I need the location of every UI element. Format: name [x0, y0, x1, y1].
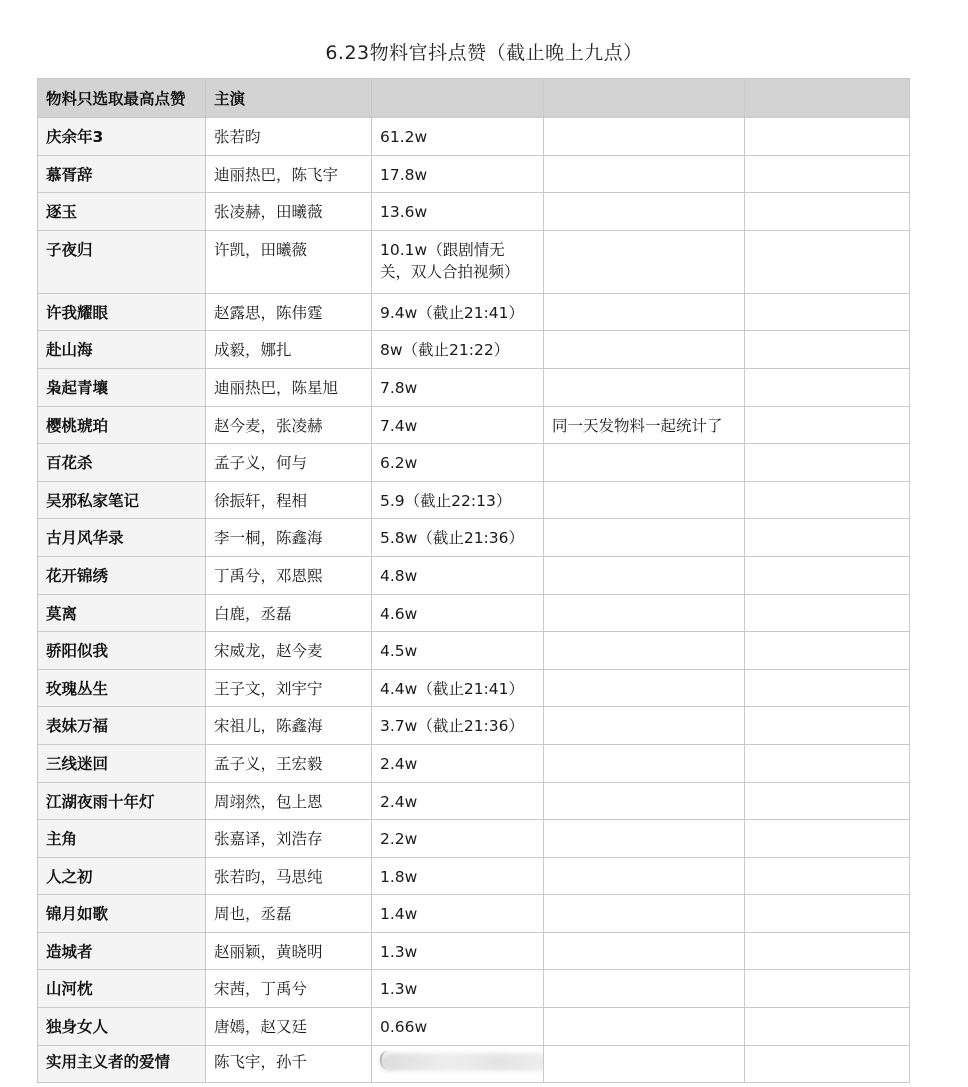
- note-cell: [544, 669, 745, 707]
- note-cell: [544, 481, 745, 519]
- drama-cell: 主角: [38, 820, 206, 858]
- drama-cell: 造城者: [38, 932, 206, 970]
- empty-cell: [745, 895, 910, 933]
- empty-cell: [745, 293, 910, 331]
- cast-cell: 张若昀，马思纯: [206, 857, 372, 895]
- likes-table: [37, 78, 910, 1083]
- drama-cell: 百花杀: [38, 444, 206, 482]
- likes-cell: 2.4w: [372, 744, 544, 782]
- cast-cell: 迪丽热巴，陈飞宇: [206, 155, 372, 193]
- cast-cell: 迪丽热巴，陈星旭: [206, 368, 372, 406]
- cast-cell: 成毅，娜扎: [206, 331, 372, 369]
- note-cell: [544, 932, 745, 970]
- empty-cell: [745, 556, 910, 594]
- table-row: [38, 970, 910, 1008]
- table-row: [38, 444, 910, 482]
- page-title: 6.23物料官抖点赞（截止晚上九点）: [325, 42, 643, 64]
- drama-cell: 锦月如歌: [38, 895, 206, 933]
- cast-cell: 张凌赫，田曦薇: [206, 193, 372, 231]
- cast-cell: 白鹿，丞磊: [206, 594, 372, 632]
- table-row: [38, 820, 910, 858]
- note-cell: [544, 444, 745, 482]
- cast-cell: 许凯，田曦薇: [206, 230, 372, 293]
- drama-cell: 三线迷回: [38, 744, 206, 782]
- drama-cell: 骄阳似我: [38, 632, 206, 670]
- likes-cell: 13.6w: [372, 193, 544, 231]
- likes-cell: 10.1w（跟剧情无关，双人合拍视频）: [372, 230, 544, 293]
- note-cell: [544, 970, 745, 1008]
- cast-cell: 孟子义，何与: [206, 444, 372, 482]
- drama-cell: 逐玉: [38, 193, 206, 231]
- empty-cell: [745, 1045, 910, 1083]
- likes-cell: 1.3w: [372, 932, 544, 970]
- drama-cell: 樱桃琥珀: [38, 406, 206, 444]
- likes-cell: 1.8w: [372, 857, 544, 895]
- table-row: [38, 556, 910, 594]
- cast-cell: 徐振轩，程相: [206, 481, 372, 519]
- note-cell: [544, 857, 745, 895]
- drama-cell: 人之初: [38, 857, 206, 895]
- table-row: [38, 669, 910, 707]
- cast-cell: 周翊然，包上恩: [206, 782, 372, 820]
- empty-cell: [745, 193, 910, 231]
- note-cell: [544, 782, 745, 820]
- table-row: [38, 230, 910, 293]
- empty-cell: [745, 406, 910, 444]
- cast-cell: 赵丽颖，黄晓明: [206, 932, 372, 970]
- likes-cell: 4.8w: [372, 556, 544, 594]
- cast-cell: 周也，丞磊: [206, 895, 372, 933]
- note-cell: 同一天发物料一起统计了: [544, 406, 745, 444]
- table-row: [38, 1045, 910, 1083]
- likes-cell: 5.8w（截止21:36）: [372, 519, 544, 557]
- table-row: [38, 118, 910, 156]
- header-drama: 物料只选取最高点赞: [38, 79, 206, 118]
- cast-cell: 王子文，刘宇宁: [206, 669, 372, 707]
- note-cell: [544, 594, 745, 632]
- cast-cell: 宋茜，丁禹兮: [206, 970, 372, 1008]
- empty-cell: [745, 155, 910, 193]
- empty-cell: [745, 782, 910, 820]
- drama-cell: 莫离: [38, 594, 206, 632]
- table-row: [38, 193, 910, 231]
- table-row: [38, 895, 910, 933]
- cast-cell: 丁禹兮，邓恩熙: [206, 556, 372, 594]
- note-cell: [544, 895, 745, 933]
- table-row: [38, 519, 910, 557]
- drama-cell: 庆余年3: [38, 118, 206, 156]
- likes-cell: 17.8w: [372, 155, 544, 193]
- note-cell: [544, 230, 745, 293]
- empty-cell: [745, 118, 910, 156]
- cast-cell: 张嘉译，刘浩存: [206, 820, 372, 858]
- empty-cell: [745, 368, 910, 406]
- drama-cell: 子夜归: [38, 230, 206, 293]
- cast-cell: 李一桐，陈鑫海: [206, 519, 372, 557]
- empty-cell: [745, 669, 910, 707]
- empty-cell: [745, 857, 910, 895]
- table-row: [38, 932, 910, 970]
- table-row: [38, 782, 910, 820]
- blurred-watermark: [380, 1051, 544, 1073]
- empty-cell: [745, 820, 910, 858]
- table-row: [38, 707, 910, 745]
- likes-cell: 1.3w: [372, 970, 544, 1008]
- header-row: [38, 79, 910, 118]
- note-cell: [544, 744, 745, 782]
- cast-cell: 唐嫣，赵又廷: [206, 1008, 372, 1046]
- empty-cell: [745, 594, 910, 632]
- table-row: [38, 155, 910, 193]
- empty-cell: [745, 481, 910, 519]
- cast-cell: 张若昀: [206, 118, 372, 156]
- table-row: [38, 1008, 910, 1046]
- drama-cell: 独身女人: [38, 1008, 206, 1046]
- likes-cell: 5.9（截止22:13）: [372, 481, 544, 519]
- likes-cell: 4.5w: [372, 632, 544, 670]
- note-cell: [544, 519, 745, 557]
- note-cell: [544, 820, 745, 858]
- empty-cell: [745, 1008, 910, 1046]
- note-cell: [544, 118, 745, 156]
- cast-cell: 宋祖儿，陈鑫海: [206, 707, 372, 745]
- cast-cell: 宋威龙，赵今麦: [206, 632, 372, 670]
- likes-cell: 0.66w: [372, 1008, 544, 1046]
- empty-cell: [745, 970, 910, 1008]
- table-row: [38, 293, 910, 331]
- note-cell: [544, 193, 745, 231]
- empty-cell: [745, 444, 910, 482]
- drama-cell: 枭起青壤: [38, 368, 206, 406]
- likes-cell: 7.8w: [372, 368, 544, 406]
- drama-cell: 许我耀眼: [38, 293, 206, 331]
- note-cell: [544, 368, 745, 406]
- empty-cell: [745, 519, 910, 557]
- empty-cell: [745, 230, 910, 293]
- empty-cell: [745, 632, 910, 670]
- note-cell: [544, 1045, 745, 1083]
- header-note: [544, 79, 745, 118]
- note-cell: [544, 707, 745, 745]
- table-row: [38, 331, 910, 369]
- drama-cell: 实用主义者的爱情: [38, 1045, 206, 1083]
- likes-cell: 4.6w: [372, 594, 544, 632]
- header-extra: [745, 79, 910, 118]
- drama-cell: 山河枕: [38, 970, 206, 1008]
- drama-cell: 江湖夜雨十年灯: [38, 782, 206, 820]
- likes-cell: 1.4w: [372, 895, 544, 933]
- likes-cell: 2.2w: [372, 820, 544, 858]
- table-row: [38, 744, 910, 782]
- likes-cell: 2.4w: [372, 782, 544, 820]
- header-cast: 主演: [206, 79, 372, 118]
- cast-cell: 赵露思，陈伟霆: [206, 293, 372, 331]
- table-row: [38, 406, 910, 444]
- table-row: [38, 594, 910, 632]
- table-row: [38, 481, 910, 519]
- table-row: [38, 857, 910, 895]
- drama-cell: 吴邪私家笔记: [38, 481, 206, 519]
- drama-cell: 古月风华录: [38, 519, 206, 557]
- likes-cell: 3.7w（截止21:36）: [372, 707, 544, 745]
- likes-cell: 61.2w: [372, 118, 544, 156]
- cast-cell: 赵今麦，张凌赫: [206, 406, 372, 444]
- drama-cell: 赴山海: [38, 331, 206, 369]
- header-likes: [372, 79, 544, 118]
- likes-cell: 8w（截止21:22）: [372, 331, 544, 369]
- empty-cell: [745, 331, 910, 369]
- drama-cell: 花开锦绣: [38, 556, 206, 594]
- empty-cell: [745, 707, 910, 745]
- likes-cell: 7.4w: [372, 406, 544, 444]
- drama-cell: 玫瑰丛生: [38, 669, 206, 707]
- note-cell: [544, 155, 745, 193]
- watermark-blur: [380, 1053, 544, 1071]
- drama-cell: 表妹万福: [38, 707, 206, 745]
- note-cell: [544, 1008, 745, 1046]
- empty-cell: [745, 932, 910, 970]
- note-cell: [544, 632, 745, 670]
- likes-cell: [372, 1045, 544, 1083]
- likes-cell: 9.4w（截止21:41）: [372, 293, 544, 331]
- likes-cell: 4.4w（截止21:41）: [372, 669, 544, 707]
- table-row: [38, 368, 910, 406]
- note-cell: [544, 556, 745, 594]
- note-cell: [544, 331, 745, 369]
- cast-cell: 孟子义，王宏毅: [206, 744, 372, 782]
- cast-cell: 陈飞宇，孙千: [206, 1045, 372, 1083]
- drama-cell: 慕胥辞: [38, 155, 206, 193]
- likes-cell: 6.2w: [372, 444, 544, 482]
- empty-cell: [745, 744, 910, 782]
- table-row: [38, 632, 910, 670]
- note-cell: [544, 293, 745, 331]
